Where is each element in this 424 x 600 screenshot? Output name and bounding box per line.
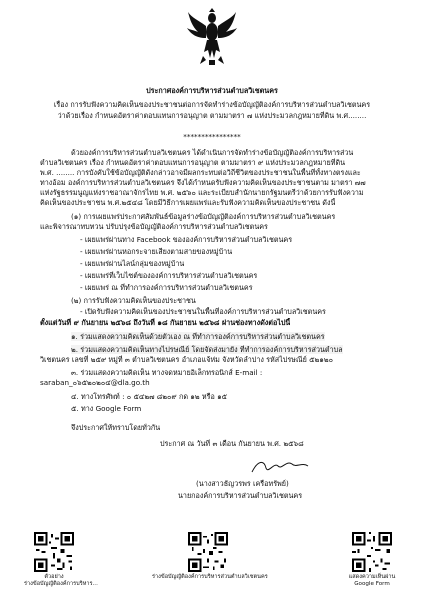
channel-post-line-1: ๒. ร่วมแสดงความคิดเห็นทางไปรษณีย์ โดยจัดส่งมายัง ที่ทำการองค์การบริหารส่วนตำบล: [71, 345, 343, 354]
hearing-dates: ตั้งแต่วันที่ ๙ กันยายน ๒๕๖๘ ถึงวันที่ ๑๘ กันยายน ๒๕๖๘ ผ่านช่องทางดังต่อไปนี้: [40, 318, 291, 327]
channel-line-group: - เผยแพร่ผ่านไลน์กลุ่มของหมู่บ้าน: [80, 259, 185, 268]
channel-in-person: ๑. ร่วมแสดงความคิดเห็นด้วยตัวเอง ณ ที่ทำการองค์การบริหารส่วนตำบลวิเชตนคร: [71, 332, 325, 341]
qr-label-3: แสดงความเห็นผ่าน Google Form: [348, 574, 396, 587]
qr-code-draft-bylaw[interactable]: [188, 532, 228, 572]
channel-google-form: ๕. ทาง Google Form: [71, 404, 142, 413]
signatory-name: (นางสาวธัญวรพร เครือทรัพย์): [196, 479, 289, 488]
qr-code-google-form[interactable]: [352, 532, 392, 572]
channel-loudspeaker: - เผยแพร่ผ่านหอกระจายเสียงตามสายของหมู่บ้าน: [80, 247, 233, 256]
subject-line-2: ว่าด้วยเรื่อง กำหนดอัตราค่าตอบแทนการอนุญาต ตามมาตรา ๗ แห่งประมวลกฎหมายที่ดิน พ.ศ........: [57, 111, 367, 120]
channel-website: - เผยแพร่ที่เว็บไซต์ขององค์การบริหารส่วนตำบลวิเชตนคร: [80, 271, 258, 280]
garuda-emblem-icon: [186, 8, 238, 66]
item-2-open-period: - เปิดรับฟังความคิดเห็นของประชาชนในพื้นที่องค์การบริหารส่วนตำบลวิเชตนคร: [80, 307, 326, 316]
qr-label-2: ร่างข้อบัญญัติองค์การบริหารส่วนตำบลวิเชตนคร: [152, 574, 268, 580]
item-1-line-2: และพิจารณาทบทวน ปรับปรุงข้อบัญญัติองค์การบริหารส่วนตำบลวิเชตนคร: [40, 222, 268, 231]
announce-line: จึงประกาศให้ทราบโดยทั่วกัน: [71, 423, 161, 432]
paragraph-1-line-1: ด้วยองค์การบริหารส่วนตำบลวิเชตนคร ได้ดำเนินการจัดทำร่างข้อบัญญัติองค์การบริหารส่วน: [71, 148, 354, 157]
channel-email: ๓. ร่วมแสดงความคิดเห็น ทางจดหมายอิเล็กทรอนิกส์ E-mail :: [71, 368, 263, 377]
handwritten-signature: [248, 456, 312, 478]
channel-post-line-2: วิเชตนคร เลขที่ ๒๕๙ หมู่ที่ ๓ ตำบลวิเชตนคร อำเภอแจ้ห่ม จังหวัดลำปาง รหัสไปรษณีย์ ๕๒๑๒๐: [40, 355, 333, 364]
org-title: ประกาศองค์การบริหารส่วนตำบลวิเชตนคร: [146, 86, 278, 95]
item-2-heading: (๒) การรับฟังความคิดเห็นของประชาชน: [71, 296, 196, 305]
email-address[interactable]: saraban_๐๖๕๒๐๒๐๔@dla.go.th: [40, 378, 150, 387]
signatory-position: นายกองค์การบริหารส่วนตำบลวิเชตนคร: [178, 491, 303, 500]
qr-label-1: ตัวอย่าง ร่างข้อบัญญัติองค์การบริหาร...: [24, 574, 98, 587]
paragraph-1-line-6: คิดเห็นของประชาชน พ.ศ.๒๕๔๘ โดยมีวิธีการเผยแพร่และรับฟังความคิดเห็นของประชาชน ดังนี้: [40, 198, 336, 207]
divider: ****************: [183, 132, 241, 141]
paragraph-1-line-3: พ.ศ. ........ การบังคับใช้ข้อบัญญัติดังกล่าวอาจมีผลกระทบต่อวิถีชีวิตของประชาชนในพื้นที่ทั้งทางตรงและ: [40, 168, 361, 177]
subject-line-1: เรื่อง การรับฟังความคิดเห็นของประชาชนต่อการจัดทำร่างข้อบัญญัติองค์การบริหารส่วนตำบลวิเชตนคร: [53, 100, 371, 109]
qr-code-draft-example[interactable]: [34, 532, 74, 572]
channel-facebook: - เผยแพร่ผ่านทาง Facebook ขององค์การบริหารส่วนตำบลวิเชตนคร: [80, 235, 293, 244]
item-1-line-1: (๑) การเผยแพร่ประกาศสัมพันธ์ข้อมูลร่างข้อบัญญัติองค์การบริหารส่วนตำบลวิเชตนคร: [71, 212, 336, 221]
paragraph-1-line-5: แห่งรัฐธรรมนูญแห่งราชอาณาจักรไทย พ.ศ. ๒๕๖๐ และระเบียบสำนักนายกรัฐมนตรีว่าด้วยการรับฟังความ: [40, 188, 364, 197]
paragraph-1-line-4: ทางอ้อม องค์การบริหารส่วนตำบลวิเชตนคร จึงได้กำหนดรับฟังความคิดเห็นของประชาชนตาม มาตรา ๗๗: [40, 178, 366, 187]
channel-office: - เผยแพร่ ณ ที่ทำการองค์การบริหารส่วนตำบลวิเชตนคร: [80, 283, 253, 292]
announce-date: ประกาศ ณ วันที่ ๓ เดือน กันยายน พ.ศ. ๒๕๖๘: [160, 439, 304, 448]
channel-phone: ๔. ทางโทรศัพท์ : ๐ ๕๔๒๗ ๘๒๐๙ กด ๑๒ หรือ ๑๕: [71, 392, 228, 401]
paragraph-1-line-2: ตำบลวิเชตนคร เรื่อง กำหนดอัตราค่าตอบแทนการอนุญาต ตามมาตรา ๙ แห่งประมวลกฎหมายที่ดิน: [40, 158, 346, 167]
